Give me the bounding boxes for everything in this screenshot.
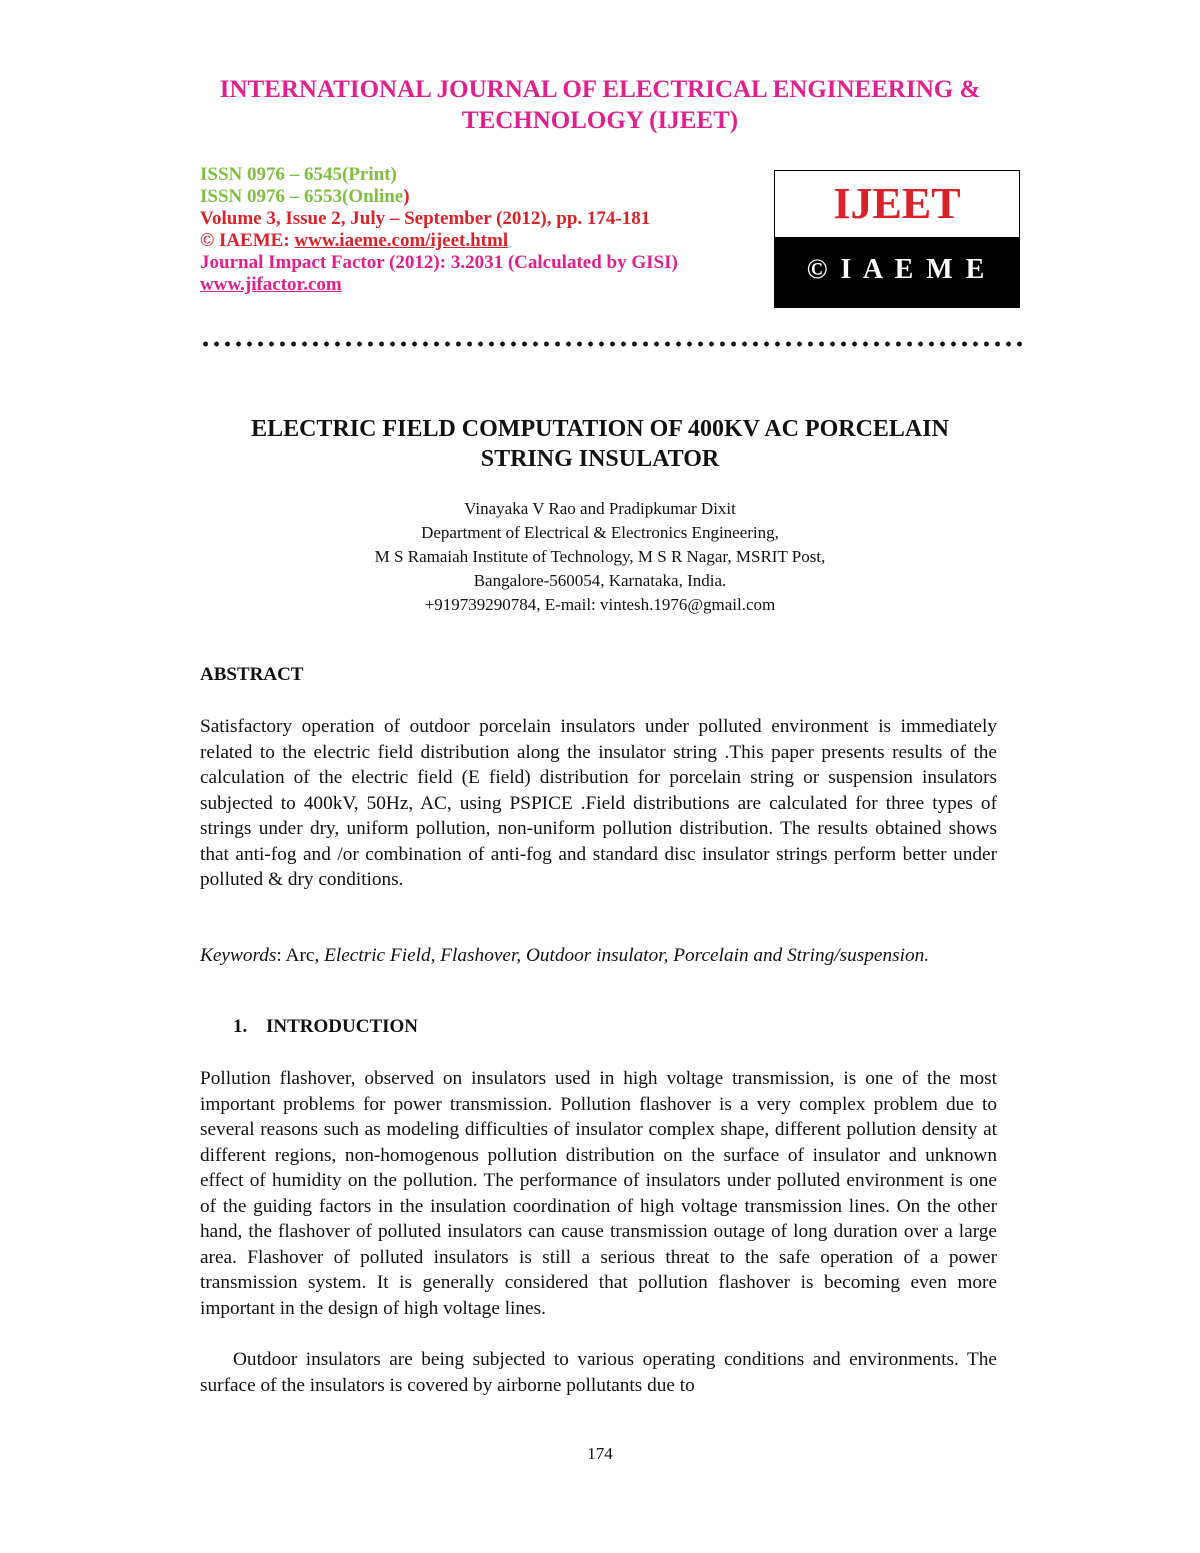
authors: Vinayaka V Rao and Pradipkumar Dixit: [464, 499, 736, 518]
keywords: [200, 943, 997, 969]
jifactor-link[interactable]: www.jifactor.com: [200, 274, 342, 295]
iaeme-prefix: © IAEME:: [200, 230, 295, 251]
dotted-divider: [200, 338, 1022, 350]
paper-title: [160, 414, 1040, 474]
journal-title-line1: INTERNATIONAL JOURNAL OF ELECTRICAL ENGINEERING &: [219, 76, 981, 103]
issn-online-paren: ): [403, 186, 410, 207]
issn-online-line: [200, 186, 780, 208]
issn-print: ISSN 0976 – 6545(Print): [200, 164, 397, 185]
iaeme-link[interactable]: www.iaeme.com/ijeet.html: [294, 230, 509, 251]
journal-title: [150, 74, 1050, 136]
department: Department of Electrical & Electronics Engineering,: [421, 523, 779, 542]
institute: M S Ramaiah Institute of Technology, M S R Nagar, MSRIT Post,: [374, 547, 826, 566]
page-number: 174: [587, 1444, 613, 1463]
intro-paragraph-2: Outdoor insulators are being subjected to various operating conditions and environments. The surface of the insulators is covered by airborne pollutants due to: [200, 1349, 997, 1396]
intro-heading: INTRODUCTION: [266, 1016, 419, 1037]
keywords-colon: : Arc,: [276, 945, 325, 966]
keywords-label: Keywords: [200, 945, 277, 966]
keywords-terms: Electric Field, Flashover, Outdoor insulator, Porcelain and String/suspension.: [324, 945, 930, 966]
author-block: [200, 497, 1000, 617]
iaeme-line: [200, 230, 780, 252]
intro-paragraph-1: Pollution flashover, observed on insulators used in high voltage transmission, is one of the most important problems for power transmission. Pollution flashover is a very complex problem due to several reasons such as modeling difficulties of insulator complex shape, different pollution density at different regions, non-homogenous pollution distribution on the surface of insulator and unknown effect of humidity on the pollution. The performance of insulators under polluted environment is one of the guiding factors in the insulation coordination of high voltage transmission lines. On the other hand, the flashover of polluted insulators can cause transmission outage of long duration over a large area. Flashover of polluted insulators is still a serious threat to the safe operation of a power transmission system. It is generally considered that pollution flashover is becoming even more important in the design of high voltage lines.: [200, 1068, 997, 1319]
paper-title-line1: ELECTRIC FIELD COMPUTATION OF 400KV AC PORCELAIN: [251, 416, 949, 442]
abstract-text: Satisfactory operation of outdoor porcelain insulators under polluted environment is immediately related to the electric field distribution along the insulator string .This paper presents results of the calculation of the electric field (E field) distribution for porcelain string or suspension insulators subjected to 400kV, 50Hz, AC, using PSPICE .Field distributions are calculated for three types of strings under dry, uniform pollution, non-uniform pollution distribution. The results obtained shows that anti-fog and /or combination of anti-fog and standard disc insulator strings perform better under polluted & dry conditions.: [200, 716, 997, 890]
journal-title-line2: TECHNOLOGY (IJEET): [461, 107, 739, 134]
contact: +919739290784, E-mail: vintesh.1976@gmail.com: [424, 595, 776, 614]
abstract-heading: ABSTRACT: [200, 664, 304, 685]
journal-metadata: [200, 164, 780, 296]
ijeet-logo: [774, 170, 1020, 308]
logo-top-text: IJEET: [775, 171, 1019, 237]
logo-bottom-text: © I A E M E: [775, 237, 1019, 307]
issn-online: ISSN 0976 – 6553(Online: [200, 186, 404, 207]
intro-number: 1.: [233, 1016, 248, 1037]
intro-heading-row: [200, 1016, 418, 1038]
paper-title-line2: STRING INSULATOR: [480, 446, 720, 472]
impact-factor: Journal Impact Factor (2012): 3.2031 (Calculated by GISI): [200, 252, 678, 273]
address: Bangalore-560054, Karnataka, India.: [473, 571, 727, 590]
volume-info: Volume 3, Issue 2, July – September (2012), pp. 174-181: [200, 208, 651, 229]
